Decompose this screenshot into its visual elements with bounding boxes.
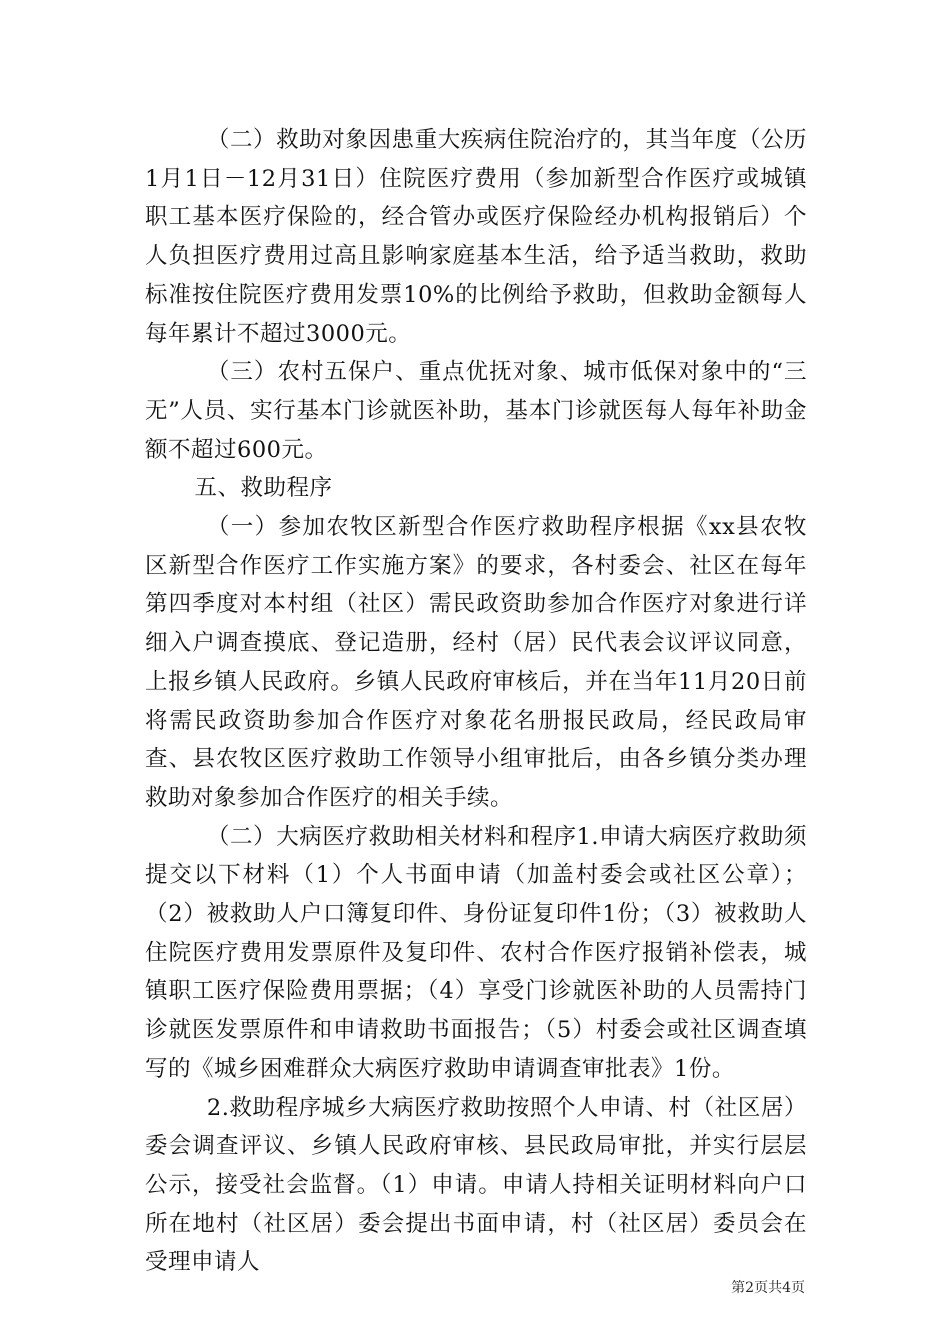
paragraph-cooperative-medical-procedure: （一）参加农牧区新型合作医疗救助程序根据《xx县农牧区新型合作医疗工作实施方案》的要求，各村委会、社区在每年第四季度对本村组（社区）需民政资助参加合作医疗对象进行详细入户调查摸底、登记造册，经村（居）民代表会议评议同意，上报乡镇人民政府。乡镇人民政府审核后，并在当年11月20日前将需民政资助参加合作医疗对象花名册报民政局，经民政局审查、县农牧区医疗救助工作领导小组审批后，由各乡镇分类办理救助对象参加合作医疗的相关手续。 <box>145 514 807 811</box>
document-body <box>145 121 807 1282</box>
paragraph-aid-procedure: 2.救助程序城乡大病医疗救助按照个人申请、村（社区居）委会调查评议、乡镇人民政府审核、县民政局审批，并实行层层公示，接受社会监督。（1）申请。申请人持相关证明材料向户口所在地村（社区居）委会提出书面申请，村（社区居）委员会在受理申请人 <box>145 1094 807 1276</box>
paragraph-required-materials: （二）大病医疗救助相关材料和程序1.申请大病医疗救助须提交以下材料（1）个人书面申请（加盖村委会或社区公章）；（2）被救助人户口簿复印件、身份证复印件1份；（3）被救助人住院医疗费用发票原件及复印件、农村合作医疗报销补偿表，城镇职工医疗保险费用票据；（4）享受门诊就医补助的人员需持门诊就医发票原件和申请救助书面报告；（5）村委会或社区调查填写的《城乡困难群众大病医疗救助申请调查审批表》1份。 <box>145 823 807 1082</box>
paragraph-serious-illness-aid: （二）救助对象因患重大疾病住院治疗的，其当年度（公历1月1日－12月31日）住院医疗费用（参加新型合作医疗或城镇职工基本医疗保险的，经合管办或医疗保险经办机构报销后）个人负担医疗费用过高且影响家庭基本生活，给予适当救助，救助标准按住院医疗费用发票10%的比例给予救助，但救助金额每人每年累计不超过3000元。 <box>145 127 807 347</box>
section-heading-procedure: 五、救助程序 <box>194 475 333 502</box>
page-number: 第2页共4页 <box>731 1280 805 1296</box>
paragraph-outpatient-aid: （三）农村五保户、重点优抚对象、城市低保对象中的“三无”人员、实行基本门诊就医补助，基本门诊就医每人每年补助金额不超过600元。 <box>145 359 807 463</box>
